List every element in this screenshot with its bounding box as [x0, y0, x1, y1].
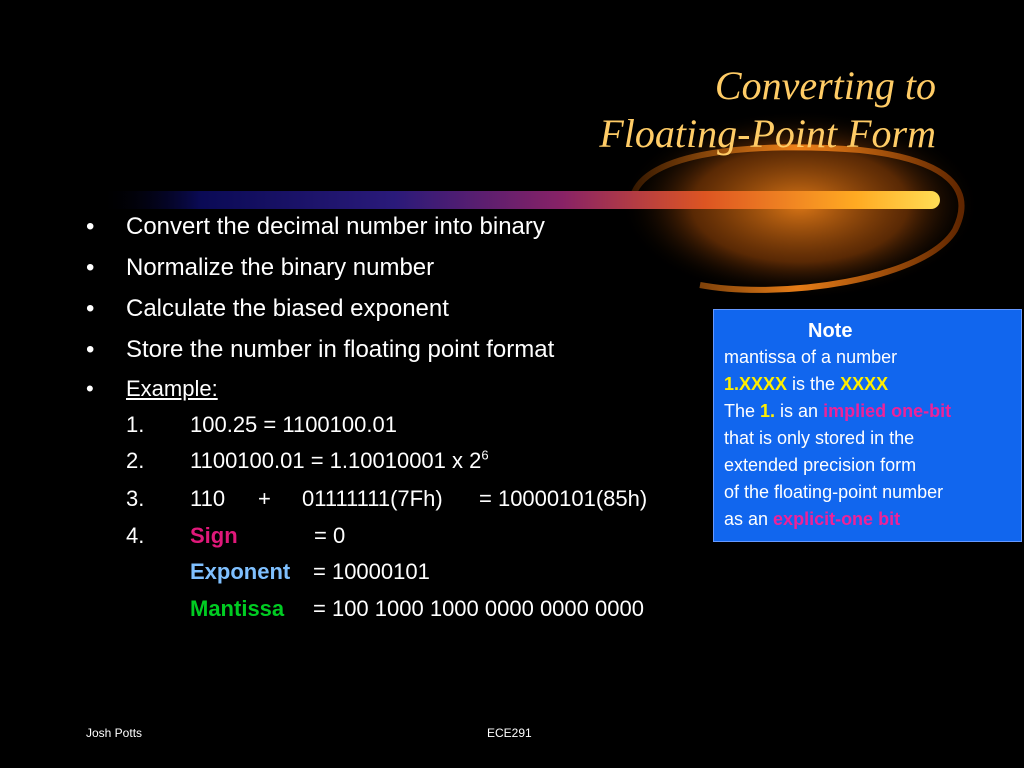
swoosh-bar — [100, 191, 940, 209]
title-line-2: Floating-Point Form — [599, 111, 936, 156]
note-text: is an — [775, 401, 824, 421]
note-explicit-one-bit: explicit-one bit — [773, 509, 901, 529]
note-line-3 — [724, 398, 1021, 425]
note-leading-one: 1. — [760, 401, 776, 421]
footer-course: ECE291 — [487, 726, 532, 740]
bullet-text: Normalize the binary number — [126, 254, 435, 281]
bullet-text: Calculate the biased exponent — [126, 295, 449, 322]
note-line-5: extended precision form — [724, 455, 917, 475]
step-3-result: = 10000101(85h) — [479, 486, 648, 511]
step-2-number: 2. — [126, 448, 145, 473]
exponent-label: Exponent — [190, 559, 291, 584]
note-heading: Note — [808, 320, 853, 342]
note-line-1: mantissa of a number — [724, 347, 898, 367]
footer-author: Josh Potts — [86, 726, 143, 740]
note-implied-one-bit: implied one-bit — [823, 401, 952, 421]
exponent-value: = 10000101 — [313, 559, 430, 584]
note-fraction-part: XXXX — [840, 374, 889, 394]
page-title — [599, 62, 936, 158]
step-3-number: 3. — [126, 486, 145, 511]
step-2-exponent: 6 — [481, 447, 489, 463]
step-4-number: 4. — [126, 523, 145, 548]
step-1-number: 1. — [126, 412, 145, 437]
bullet-icon: • — [86, 213, 95, 240]
bullet-icon: • — [86, 254, 95, 281]
sign-value: = 0 — [314, 523, 346, 548]
note-box — [713, 309, 1022, 542]
mantissa-value: = 100 1000 1000 0000 0000 0000 — [313, 596, 644, 621]
bullet-icon: • — [86, 336, 95, 363]
step-3-operand-b: 01111111(7Fh) — [302, 486, 443, 511]
note-line-4: that is only stored in the — [724, 428, 915, 448]
title-line-1: Converting to — [714, 63, 936, 108]
note-mantissa-form: 1.XXXX — [724, 374, 788, 394]
mantissa-label: Mantissa — [190, 596, 285, 621]
sign-label: Sign — [190, 523, 238, 548]
bullet-text: Store the number in floating point format — [126, 336, 555, 363]
note-text: The — [724, 401, 761, 421]
note-connector: is the — [787, 374, 841, 394]
bullet-text: Convert the decimal number into binary — [126, 213, 545, 240]
step-3-operand-a: 110 — [190, 486, 226, 511]
example-label: Example: — [126, 376, 218, 401]
step-3-operator: + — [258, 486, 271, 511]
step-2-expression: 1100100.01 = 1.10010001 x 2 — [190, 448, 482, 473]
note-line-6: of the floating-point number — [724, 482, 944, 502]
note-text: as an — [724, 509, 774, 529]
step-1-text: 100.25 = 1100100.01 — [190, 412, 397, 437]
bullet-icon: • — [86, 295, 95, 322]
note-line-7 — [724, 506, 1021, 533]
note-line-2 — [724, 371, 1021, 398]
bullet-icon: • — [86, 376, 94, 401]
